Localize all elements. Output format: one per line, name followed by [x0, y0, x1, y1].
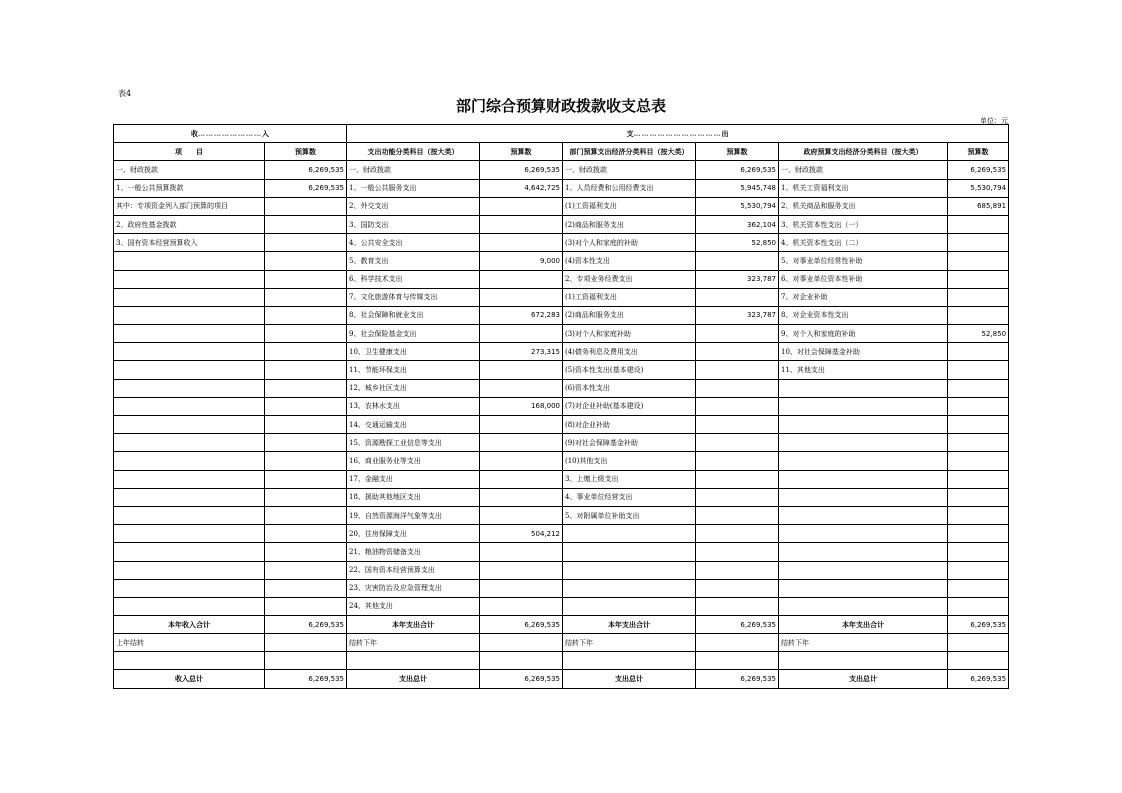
table-row	[114, 343, 1009, 361]
gov-econ-year-total-row-label: 本年支出合计	[779, 616, 948, 634]
income-budget-cell	[265, 379, 347, 397]
carry-row	[114, 634, 1009, 652]
income-item-cell: 一、财政拨款	[114, 161, 265, 179]
gov-econ-item-cell	[779, 597, 948, 615]
dept-econ-item-cell: (2)商品和服务支出	[563, 215, 696, 233]
income-year-total-row-label: 本年收入合计	[114, 616, 265, 634]
func-budget-cell	[480, 288, 563, 306]
func-budget-cell: 504,212	[480, 525, 563, 543]
func-budget-cell: 273,315	[480, 343, 563, 361]
gov-econ-budget-cell	[948, 397, 1009, 415]
func-item-cell: 8、社会保障和就业支出	[347, 306, 480, 324]
func-item-cell: 4、公共安全支出	[347, 234, 480, 252]
gov-econ-budget-cell	[948, 306, 1009, 324]
gov-econ-item-cell	[779, 488, 948, 506]
func-item-cell: 7、文化旅游体育与传媒支出	[347, 288, 480, 306]
dept-econ-item-cell: (3)对个人和家庭补助	[563, 325, 696, 343]
income-budget-cell	[265, 597, 347, 615]
table-row	[114, 452, 1009, 470]
dept-econ-budget-cell	[696, 416, 779, 434]
table-row	[114, 397, 1009, 415]
dept-econ-budget-cell: 52,850	[696, 234, 779, 252]
func-item-cell: 20、住房保障支出	[347, 525, 480, 543]
table-row	[114, 197, 1009, 215]
gov-econ-budget-cell	[948, 452, 1009, 470]
income-item-cell	[114, 561, 265, 579]
income-item-cell	[114, 543, 265, 561]
gov-econ-budget-cell	[948, 597, 1009, 615]
grand-total-row	[114, 670, 1009, 688]
func-item-cell: 12、城乡社区支出	[347, 379, 480, 397]
blank-cell	[480, 652, 563, 670]
blank-cell	[779, 652, 948, 670]
dept-econ-budget-cell: 5,530,794	[696, 197, 779, 215]
func-item-cell: 10、卫生健康支出	[347, 343, 480, 361]
income-budget-cell	[265, 215, 347, 233]
income-budget-cell	[265, 270, 347, 288]
income-budget-cell	[265, 525, 347, 543]
func-carry-row-label: 结转下年	[347, 634, 480, 652]
gov-econ-carry-row-label: 结转下年	[779, 634, 948, 652]
page-title: 部门综合预算财政拨款收支总表	[455, 97, 666, 115]
gov-econ-budget-cell	[948, 252, 1009, 270]
blank-cell	[114, 652, 265, 670]
dept-econ-carry-row-label: 结转下年	[563, 634, 696, 652]
func-item-cell: 24、其他支出	[347, 597, 480, 615]
income-budget-cell	[265, 234, 347, 252]
gov-econ-year-total-row-value: 6,269,535	[948, 616, 1009, 634]
gov-econ-item-cell: 7、对企业补助	[779, 288, 948, 306]
income-budget-cell	[265, 506, 347, 524]
dept-econ-budget-cell	[696, 325, 779, 343]
unit-label: 单位：元	[980, 117, 1008, 125]
income-item-cell	[114, 270, 265, 288]
gov-econ-item-cell: 4、机关资本性支出（二）	[779, 234, 948, 252]
gov-econ-budget-cell	[948, 361, 1009, 379]
income-budget-cell	[265, 397, 347, 415]
income-grand-total-row-label: 收入总计	[114, 670, 265, 688]
gov-econ-item-cell	[779, 579, 948, 597]
col-header-budget: 预算数	[696, 143, 779, 161]
dept-econ-item-cell	[563, 597, 696, 615]
func-budget-cell: 6,269,535	[480, 161, 563, 179]
dept-econ-item-cell: (8)对企业补助	[563, 416, 696, 434]
table-row	[114, 252, 1009, 270]
income-group-header: 收……………………入	[114, 125, 347, 143]
dept-econ-item-cell: (6)资本性支出	[563, 379, 696, 397]
dept-econ-budget-cell: 323,787	[696, 306, 779, 324]
dept-econ-item-cell	[563, 561, 696, 579]
income-item-cell	[114, 434, 265, 452]
func-item-cell: 1、一般公共服务支出	[347, 179, 480, 197]
income-budget-cell	[265, 197, 347, 215]
func-budget-cell: 9,000	[480, 252, 563, 270]
income-budget-cell: 6,269,535	[265, 179, 347, 197]
func-item-cell: 11、节能环保支出	[347, 361, 480, 379]
dept-econ-item-cell: (3)对个人和家庭的补助	[563, 234, 696, 252]
table-row	[114, 506, 1009, 524]
func-item-cell: 18、援助其他地区支出	[347, 488, 480, 506]
func-grand-total-row-value: 6,269,535	[480, 670, 563, 688]
func-budget-cell	[480, 270, 563, 288]
func-item-cell: 16、商业服务业等支出	[347, 452, 480, 470]
col-header-gov-econ: 政府预算支出经济分类科目（按大类）	[779, 143, 948, 161]
func-item-cell: 9、社会保险基金支出	[347, 325, 480, 343]
dept-econ-item-cell: 一、财政拨款	[563, 161, 696, 179]
func-item-cell: 3、国防支出	[347, 215, 480, 233]
dept-econ-budget-cell	[696, 288, 779, 306]
gov-econ-budget-cell	[948, 488, 1009, 506]
dept-econ-item-cell	[563, 579, 696, 597]
year-total-row	[114, 616, 1009, 634]
func-grand-total-row-label: 支出总计	[347, 670, 480, 688]
table-row	[114, 234, 1009, 252]
gov-econ-item-cell	[779, 416, 948, 434]
income-item-cell: 其中：专项资金列入部门预算的项目	[114, 197, 265, 215]
gov-econ-budget-cell: 5,530,794	[948, 179, 1009, 197]
income-budget-cell	[265, 416, 347, 434]
gov-econ-item-cell	[779, 434, 948, 452]
income-item-cell: 2、政府性基金拨款	[114, 215, 265, 233]
column-header-row	[114, 143, 1009, 161]
func-item-cell: 2、外交支出	[347, 197, 480, 215]
table-row	[114, 579, 1009, 597]
func-budget-cell	[480, 597, 563, 615]
func-item-cell: 5、教育支出	[347, 252, 480, 270]
blank-row	[114, 652, 1009, 670]
dept-econ-item-cell: 2、专项业务经费支出	[563, 270, 696, 288]
dept-econ-budget-cell	[696, 579, 779, 597]
table-row	[114, 361, 1009, 379]
income-item-cell	[114, 488, 265, 506]
col-header-item: 项 目	[114, 143, 265, 161]
gov-econ-item-cell: 8、对企业资本性支出	[779, 306, 948, 324]
income-grand-total-row-value: 6,269,535	[265, 670, 347, 688]
func-item-cell: 14、交通运输支出	[347, 416, 480, 434]
func-carry-row-value	[480, 634, 563, 652]
gov-econ-item-cell: 5、对事业单位经常性补助	[779, 252, 948, 270]
gov-econ-budget-cell	[948, 416, 1009, 434]
func-item-cell: 23、灾害防治及应急管理支出	[347, 579, 480, 597]
dept-econ-budget-cell	[696, 543, 779, 561]
income-budget-cell	[265, 361, 347, 379]
gov-econ-budget-cell	[948, 506, 1009, 524]
func-budget-cell	[480, 215, 563, 233]
dept-econ-item-cell: (7)对企业补助(基本建设)	[563, 397, 696, 415]
table-row	[114, 179, 1009, 197]
income-item-cell	[114, 579, 265, 597]
blank-cell	[696, 652, 779, 670]
income-budget-cell	[265, 579, 347, 597]
dept-econ-budget-cell	[696, 252, 779, 270]
func-year-total-row-label: 本年支出合计	[347, 616, 480, 634]
gov-econ-item-cell	[779, 506, 948, 524]
gov-econ-budget-cell	[948, 234, 1009, 252]
gov-econ-item-cell: 3、机关资本性支出（一）	[779, 215, 948, 233]
gov-econ-budget-cell	[948, 543, 1009, 561]
gov-econ-item-cell: 9、对个人和家庭的补助	[779, 325, 948, 343]
dept-econ-item-cell: (1)工资福利支出	[563, 197, 696, 215]
func-budget-cell: 4,642,725	[480, 179, 563, 197]
func-year-total-row-value: 6,269,535	[480, 616, 563, 634]
group-header-row	[114, 125, 1009, 143]
dept-econ-budget-cell	[696, 561, 779, 579]
col-header-budget: 预算数	[948, 143, 1009, 161]
dept-econ-budget-cell	[696, 434, 779, 452]
table-row	[114, 434, 1009, 452]
gov-econ-budget-cell	[948, 525, 1009, 543]
func-budget-cell	[480, 506, 563, 524]
gov-econ-grand-total-row-value: 6,269,535	[948, 670, 1009, 688]
gov-econ-item-cell: 6、对事业单位资本性补助	[779, 270, 948, 288]
table-row	[114, 543, 1009, 561]
col-header-func: 支出功能分类科目（按大类）	[347, 143, 480, 161]
gov-econ-budget-cell: 52,850	[948, 325, 1009, 343]
income-budget-cell	[265, 488, 347, 506]
income-budget-cell	[265, 543, 347, 561]
dept-econ-budget-cell	[696, 379, 779, 397]
gov-econ-item-cell: 2、机关商品和服务支出	[779, 197, 948, 215]
dept-econ-item-cell: 1、人员经费和公用经费支出	[563, 179, 696, 197]
dept-econ-budget-cell	[696, 597, 779, 615]
func-budget-cell	[480, 470, 563, 488]
income-item-cell	[114, 306, 265, 324]
table-row	[114, 306, 1009, 324]
table-row	[114, 325, 1009, 343]
budget-table	[113, 124, 1009, 689]
gov-econ-item-cell	[779, 525, 948, 543]
table-row	[114, 488, 1009, 506]
gov-econ-item-cell	[779, 397, 948, 415]
func-item-cell: 6、科学技术支出	[347, 270, 480, 288]
income-budget-cell	[265, 325, 347, 343]
func-budget-cell	[480, 579, 563, 597]
gov-econ-budget-cell: 685,891	[948, 197, 1009, 215]
income-budget-cell	[265, 343, 347, 361]
dept-econ-item-cell: (10)其他支出	[563, 452, 696, 470]
blank-cell	[948, 652, 1009, 670]
dept-econ-budget-cell	[696, 343, 779, 361]
func-budget-cell: 672,283	[480, 306, 563, 324]
gov-econ-item-cell	[779, 470, 948, 488]
gov-econ-item-cell: 一、财政拨款	[779, 161, 948, 179]
dept-econ-budget-cell	[696, 525, 779, 543]
income-item-cell: 3、国有资本经营预算收入	[114, 234, 265, 252]
gov-econ-item-cell	[779, 561, 948, 579]
dept-econ-item-cell: (9)对社会保障基金补助	[563, 434, 696, 452]
gov-econ-item-cell	[779, 379, 948, 397]
func-item-cell: 15、资源勘探工业信息等支出	[347, 434, 480, 452]
func-budget-cell	[480, 452, 563, 470]
dept-econ-item-cell: (5)资本性支出(基本建设)	[563, 361, 696, 379]
income-carry-row-value	[265, 634, 347, 652]
table-row	[114, 561, 1009, 579]
dept-econ-budget-cell: 6,269,535	[696, 161, 779, 179]
blank-cell	[265, 652, 347, 670]
dept-econ-item-cell	[563, 525, 696, 543]
income-item-cell	[114, 597, 265, 615]
func-item-cell: 一、财政拨款	[347, 161, 480, 179]
dept-econ-item-cell: (4)债务利息及费用支出	[563, 343, 696, 361]
income-item-cell	[114, 397, 265, 415]
dept-econ-budget-cell	[696, 452, 779, 470]
dept-econ-budget-cell: 323,787	[696, 270, 779, 288]
table-row	[114, 215, 1009, 233]
func-budget-cell	[480, 325, 563, 343]
func-item-cell: 13、农林水支出	[347, 397, 480, 415]
expense-group-header: 支……………………………出	[347, 125, 1009, 143]
income-budget-cell	[265, 306, 347, 324]
income-budget-cell	[265, 561, 347, 579]
dept-econ-item-cell: 5、对附属单位补助支出	[563, 506, 696, 524]
col-header-budget: 预算数	[480, 143, 563, 161]
dept-econ-grand-total-row-label: 支出总计	[563, 670, 696, 688]
dept-econ-grand-total-row-value: 6,269,535	[696, 670, 779, 688]
table-row	[114, 288, 1009, 306]
dept-econ-year-total-row-label: 本年支出合计	[563, 616, 696, 634]
func-budget-cell	[480, 361, 563, 379]
blank-cell	[347, 652, 480, 670]
table-row	[114, 161, 1009, 179]
col-header-budget: 预算数	[265, 143, 347, 161]
func-budget-cell	[480, 561, 563, 579]
dept-econ-item-cell: 4、事业单位经营支出	[563, 488, 696, 506]
dept-econ-budget-cell	[696, 506, 779, 524]
income-item-cell	[114, 343, 265, 361]
gov-econ-carry-row-value	[948, 634, 1009, 652]
func-budget-cell	[480, 434, 563, 452]
func-item-cell: 17、金融支出	[347, 470, 480, 488]
dept-econ-budget-cell	[696, 397, 779, 415]
gov-econ-item-cell: 10、对社会保障基金补助	[779, 343, 948, 361]
income-budget-cell	[265, 470, 347, 488]
dept-econ-budget-cell	[696, 470, 779, 488]
income-item-cell	[114, 361, 265, 379]
income-item-cell	[114, 379, 265, 397]
income-carry-row-label: 上年结转	[114, 634, 265, 652]
gov-econ-budget-cell	[948, 215, 1009, 233]
gov-econ-grand-total-row-label: 支出总计	[779, 670, 948, 688]
gov-econ-budget-cell	[948, 561, 1009, 579]
income-budget-cell	[265, 252, 347, 270]
dept-econ-budget-cell	[696, 361, 779, 379]
table-row	[114, 416, 1009, 434]
gov-econ-item-cell: 1、机关工资福利支出	[779, 179, 948, 197]
table-row	[114, 379, 1009, 397]
func-item-cell: 21、粮油物资储备支出	[347, 543, 480, 561]
dept-econ-carry-row-value	[696, 634, 779, 652]
blank-cell	[563, 652, 696, 670]
income-item-cell	[114, 325, 265, 343]
income-item-cell	[114, 416, 265, 434]
func-budget-cell	[480, 379, 563, 397]
income-item-cell	[114, 470, 265, 488]
dept-econ-year-total-row-value: 6,269,535	[696, 616, 779, 634]
gov-econ-budget-cell	[948, 270, 1009, 288]
gov-econ-item-cell: 11、其他支出	[779, 361, 948, 379]
gov-econ-budget-cell	[948, 288, 1009, 306]
income-item-cell	[114, 506, 265, 524]
dept-econ-budget-cell: 5,945,748	[696, 179, 779, 197]
income-budget-cell	[265, 452, 347, 470]
table-row	[114, 525, 1009, 543]
func-budget-cell: 168,000	[480, 397, 563, 415]
income-budget-cell: 6,269,535	[265, 161, 347, 179]
gov-econ-budget-cell: 6,269,535	[948, 161, 1009, 179]
income-item-cell	[114, 525, 265, 543]
dept-econ-budget-cell: 362,104	[696, 215, 779, 233]
table-row	[114, 597, 1009, 615]
dept-econ-item-cell: (2)商品和服务支出	[563, 306, 696, 324]
income-item-cell	[114, 452, 265, 470]
func-item-cell: 19、自然资源海洋气象等支出	[347, 506, 480, 524]
income-item-cell	[114, 288, 265, 306]
dept-econ-item-cell: (4)资本性支出	[563, 252, 696, 270]
func-budget-cell	[480, 234, 563, 252]
income-budget-cell	[265, 434, 347, 452]
gov-econ-budget-cell	[948, 379, 1009, 397]
dept-econ-budget-cell	[696, 488, 779, 506]
dept-econ-item-cell	[563, 543, 696, 561]
table-row	[114, 470, 1009, 488]
income-year-total-row-value: 6,269,535	[265, 616, 347, 634]
gov-econ-budget-cell	[948, 434, 1009, 452]
table-number: 表4	[118, 89, 132, 98]
func-budget-cell	[480, 488, 563, 506]
col-header-dept-econ: 部门预算支出经济分类科目（按大类）	[563, 143, 696, 161]
gov-econ-budget-cell	[948, 343, 1009, 361]
gov-econ-item-cell	[779, 452, 948, 470]
income-budget-cell	[265, 288, 347, 306]
income-item-cell: 1、一般公共预算拨款	[114, 179, 265, 197]
func-budget-cell	[480, 543, 563, 561]
dept-econ-item-cell: (1)工资福利支出	[563, 288, 696, 306]
income-item-cell	[114, 252, 265, 270]
dept-econ-item-cell: 3、上缴上级支出	[563, 470, 696, 488]
func-item-cell: 22、国有资本经营预算支出	[347, 561, 480, 579]
gov-econ-budget-cell	[948, 579, 1009, 597]
func-budget-cell	[480, 197, 563, 215]
gov-econ-item-cell	[779, 543, 948, 561]
func-budget-cell	[480, 416, 563, 434]
table-row	[114, 270, 1009, 288]
gov-econ-budget-cell	[948, 470, 1009, 488]
